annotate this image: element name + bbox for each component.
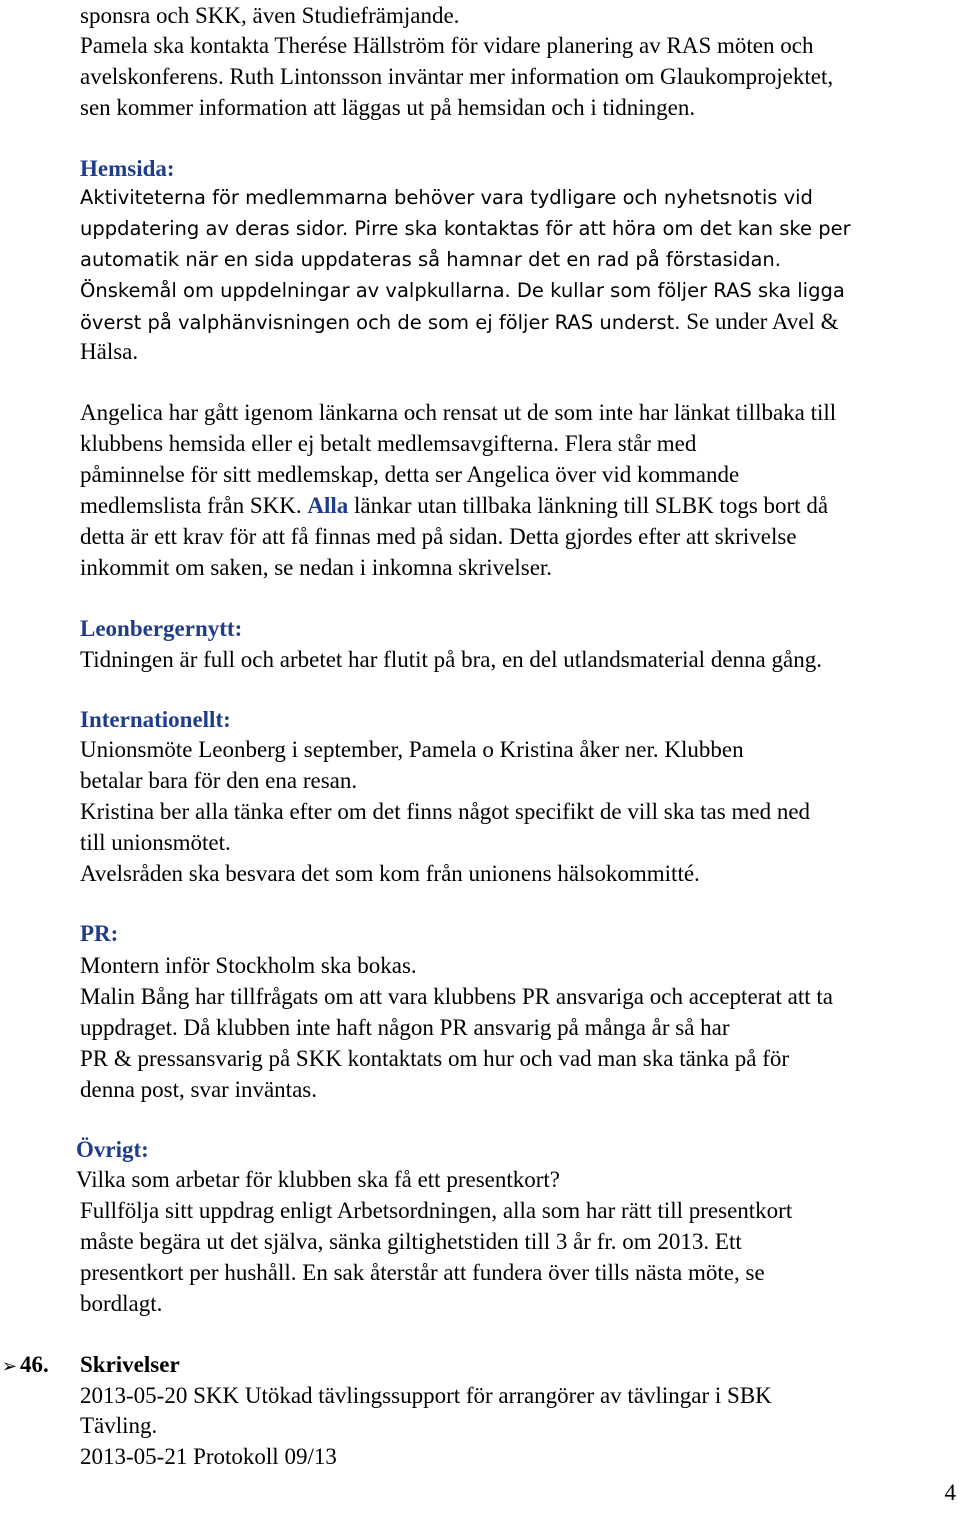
hemsida-line-1: Aktiviteterna för medlemmarna behöver vara tydligare och nyhetsnotis vid xyxy=(80,186,813,209)
alla-emphasis: Alla xyxy=(307,493,349,518)
internationellt-line-5: Avelsråden ska besvara det som kom från unionens hälsokommitté. xyxy=(80,861,700,886)
intro-line-2: Pamela ska kontakta Therése Hällström för vidare planering av RAS möten och xyxy=(80,33,814,58)
hemsida-line-5b: Se under Avel & xyxy=(680,309,839,334)
skrivelser-heading: Skrivelser xyxy=(80,1352,180,1377)
hemsida-line-2: uppdatering av deras sidor. Pirre ska kontaktas för att höra om det kan ske per xyxy=(80,217,851,240)
page-number: 4 xyxy=(944,1480,956,1505)
leonbergernytt-heading: Leonbergernytt: xyxy=(80,616,243,641)
pr-line-3: uppdraget. Då klubben inte haft någon PR ansvarig på många år så har xyxy=(80,1015,730,1040)
hemsida-line-5a: överst på valphänvisningen och de som ej följer RAS underst. xyxy=(80,311,681,334)
pr-line-2: Malin Bång har tillfrågats om att vara klubbens PR ansvariga och accepterat att ta xyxy=(80,984,833,1009)
bullet-arrow-icon: ➢ xyxy=(2,1356,18,1377)
pr-line-4: PR & pressansvarig på SKK kontaktats om hur och vad man ska tänka på för xyxy=(80,1046,790,1071)
skrivelser-line-2: Tävling. xyxy=(80,1413,158,1438)
skrivelser-line-1: 2013-05-20 SKK Utökad tävlingssupport för arrangörer av tävlingar i SBK xyxy=(80,1383,772,1408)
internationellt-line-3: Kristina ber alla tänka efter om det finns något specifikt de vill ska tas med ned xyxy=(80,799,811,824)
hemsida-p2-line-1: Angelica har gått igenom länkarna och rensat ut de som inte har länkat tillbaka till xyxy=(80,400,837,425)
pr-line-1: Montern inför Stockholm ska bokas. xyxy=(80,953,417,978)
hemsida-p2-line-3: påminnelse för sitt medlemskap, detta ser Angelica över vid kommande xyxy=(80,462,740,487)
ovrigt-line-1: Vilka som arbetar för klubben ska få ett presentkort? xyxy=(76,1167,560,1192)
internationellt-line-2: betalar bara för den ena resan. xyxy=(80,768,358,793)
hemsida-p2-line-4a: medlemslista från SKK. xyxy=(80,493,308,518)
skrivelser-line-3: 2013-05-21 Protokoll 09/13 xyxy=(80,1444,337,1469)
internationellt-line-1: Unionsmöte Leonberg i september, Pamela o Kristina åker ner. Klubben xyxy=(80,737,744,762)
ovrigt-line-3: måste begära ut det själva, sänka giltighetstiden till 3 år fr. om 2013. Ett xyxy=(80,1229,742,1254)
ovrigt-heading: Övrigt: xyxy=(76,1137,149,1162)
section-number: 46. xyxy=(20,1352,49,1377)
ovrigt-line-5: bordlagt. xyxy=(80,1291,163,1316)
hemsida-p2-line-5: detta är ett krav för att få finnas med på sidan. Detta gjordes efter att skrivelse xyxy=(80,524,797,549)
pr-line-5: denna post, svar inväntas. xyxy=(80,1077,317,1102)
hemsida-line-3: automatik när en sida uppdateras så hamnar det en rad på förstasidan. xyxy=(80,248,781,271)
intro-line-3: avelskonferens. Ruth Lintonsson inväntar mer information om Glaukomprojektet, xyxy=(80,64,834,89)
hemsida-line-6: Hälsa. xyxy=(80,339,139,364)
ovrigt-line-2: Fullfölja sitt uppdrag enligt Arbetsordningen, alla som har rätt till presentkort xyxy=(80,1198,793,1223)
ovrigt-line-4: presentkort per hushåll. En sak återstår att fundera över tills nästa möte, se xyxy=(80,1260,765,1285)
hemsida-p2-line-4 xyxy=(80,490,828,521)
hemsida-p2-line-4c: länkar utan tillbaka länkning till SLBK togs bort då xyxy=(348,493,829,518)
intro-line-4: sen kommer information att läggas ut på hemsidan och i tidningen. xyxy=(80,95,696,120)
intro-line-1: sponsra och SKK, även Studiefrämjande. xyxy=(80,3,460,28)
hemsida-p2-line-2: klubbens hemsida eller ej betalt medlemsavgifterna. Flera står med xyxy=(80,431,697,456)
internationellt-heading: Internationellt: xyxy=(80,707,231,732)
internationellt-line-4: till unionsmötet. xyxy=(80,830,231,855)
leonbergernytt-line-1: Tidningen är full och arbetet har flutit på bra, en del utlandsmaterial denna gång. xyxy=(80,647,822,672)
hemsida-line-5 xyxy=(80,306,838,338)
hemsida-heading: Hemsida: xyxy=(80,156,175,181)
hemsida-line-4: Önskemål om uppdelningar av valpkullarna. De kullar som följer RAS ska ligga xyxy=(80,279,845,302)
hemsida-p2-line-6: inkommit om saken, se nedan i inkomna skrivelser. xyxy=(80,555,553,580)
pr-heading: PR: xyxy=(80,921,119,946)
